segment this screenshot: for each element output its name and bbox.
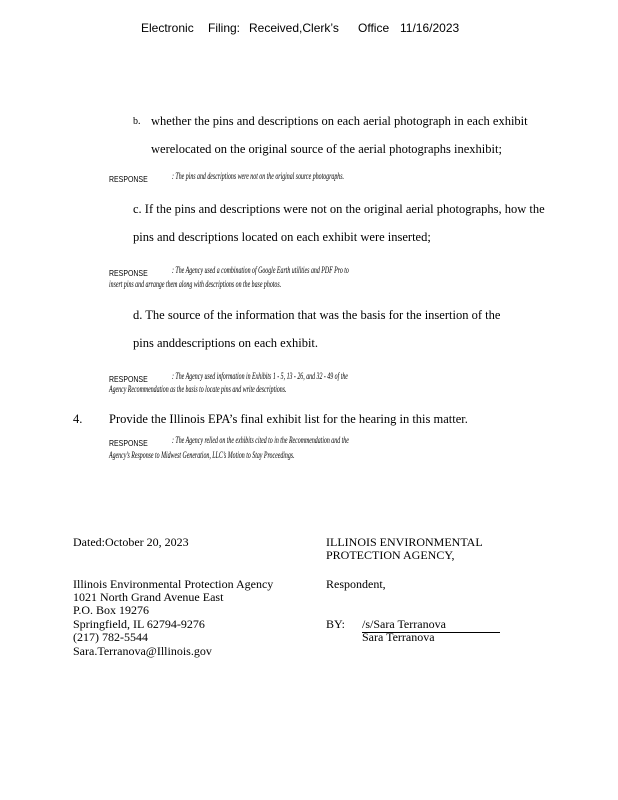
header-electronic: Electronic	[141, 21, 194, 35]
item-c-line2: pins and descriptions located on each exhibit were inserted;	[133, 230, 431, 244]
item-c-response-text1: : The Agency used a combination of Google Earth utilities and PDF Pro to	[172, 266, 349, 276]
item-b-line1: whether the pins and descriptions on each aerial photograph in each exhibit	[151, 114, 528, 128]
address-city: Springfield, IL 62794-9276	[73, 617, 205, 631]
electronic-signature: /s/Sara Terranova	[362, 617, 500, 633]
question-4-number: 4.	[73, 412, 83, 426]
item-b-response-text: : The pins and descriptions were not on the original source photographs.	[172, 172, 345, 182]
address-street: 1021 North Grand Avenue East	[73, 590, 224, 604]
item-b-response-label: RESPONSE	[109, 174, 148, 184]
by-label: BY:	[326, 617, 345, 631]
question-4-response-text1: : The Agency relied on the exhibits cited to in the Recommendation and the	[172, 436, 349, 446]
header-received: Received,Clerk’s	[249, 21, 339, 35]
item-c-line1: c. If the pins and descriptions were not on the original aerial photographs, how the	[133, 202, 545, 216]
header-filing: Filing:	[208, 21, 241, 35]
agency-name-line1: ILLINOIS ENVIRONMENTAL	[326, 535, 483, 549]
header-date: 11/16/2023	[400, 21, 460, 35]
question-4-response-label: RESPONSE	[109, 438, 148, 448]
item-b-line2: werelocated on the original source of the aerial photographs inexhibit;	[151, 142, 502, 156]
address-agency-name: Illinois Environmental Protection Agency	[73, 577, 274, 591]
item-c-response-label: RESPONSE	[109, 268, 148, 278]
item-b-label: b.	[133, 116, 141, 127]
respondent-label: Respondent,	[326, 577, 386, 591]
item-c-response-text2: insert pins and arrange them along with descriptions on the base photos.	[109, 280, 282, 290]
item-d-line2: pins anddescriptions on each exhibit.	[133, 336, 319, 350]
question-4-response-text2: Agency’s Response to Midwest Generation, LLC’s Motion to Stay Proceedings.	[109, 451, 295, 461]
phone-number: (217) 782-5544	[73, 630, 148, 644]
question-4-text: Provide the Illinois EPA’s final exhibit list for the hearing in this matter.	[109, 412, 468, 426]
email-address[interactable]: Sara.Terranova@Illinois.gov	[73, 644, 212, 658]
item-d-response-label: RESPONSE	[109, 374, 148, 384]
agency-name-line2: PROTECTION AGENCY,	[326, 548, 455, 562]
item-d-response-text1: : The Agency used information in Exhibits 1 - 5, 13 - 26, and 32 - 49 of the	[172, 372, 348, 382]
item-d-line1: d. The source of the information that was the basis for the insertion of the	[133, 308, 501, 322]
item-d-response-text2: Agency Recommendation as the basis to locate pins and write descriptions.	[109, 385, 287, 395]
dated-line: Dated:October 20, 2023	[73, 535, 189, 549]
address-po-box: P.O. Box 19276	[73, 603, 150, 617]
signer-name: Sara Terranova	[362, 630, 435, 644]
header-office: Office	[358, 21, 390, 35]
